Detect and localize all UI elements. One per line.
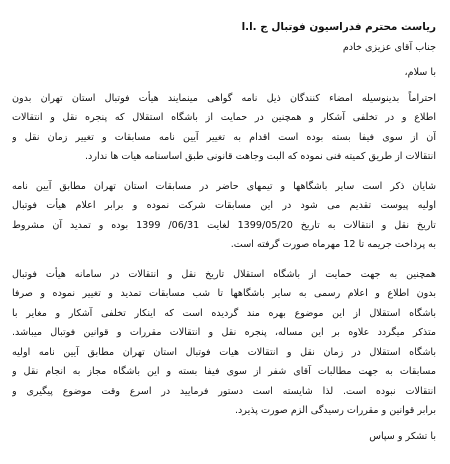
letter-salutation: با سلام، bbox=[404, 67, 436, 78]
letter-addressee: جناب آقای عزیزی خادم bbox=[342, 41, 436, 53]
letter-heading: ریاست محترم فدراسیون فوتبال ج .ا.ا bbox=[241, 21, 436, 33]
paragraph-line: اولیه پیوست تقدیم می شود در این مسابقات شرکت نموده و برابر اعلام هیأت فوتبال bbox=[12, 200, 436, 211]
paragraph-line: متذکر میگردد علاوه بر این مساله، پنجره نقل و انتقالات مقررات و قوانین فوتبال میباشد. bbox=[12, 327, 436, 338]
paragraph-line: باشگاه استقلال از این موضوع بهره مند گردیده است که اینکار تخلفی آشکار و مغایر با bbox=[12, 307, 436, 319]
paragraph-line: شایان ذکر است سایر باشگاهها و تیمهای حاضر در مسابقات استان تهران مطابق آیین نامه bbox=[12, 180, 436, 192]
paragraph-line: باشگاه استقلال در زمان نقل و انتقالات هیات فوتبال استان تهران مطابق آیین نامه اولیه bbox=[12, 346, 436, 358]
spacer bbox=[12, 167, 436, 177]
paragraph-1 bbox=[12, 89, 436, 167]
paragraph-2 bbox=[12, 177, 436, 255]
paragraph-3 bbox=[12, 265, 436, 421]
letter-body bbox=[12, 18, 436, 446]
paragraph-line: تاریخ نقل و انتقالات به تاریخ 1399/05/20 لغایت 06/31/ 1399 بوده و تمدید آن مشروط bbox=[12, 219, 436, 231]
paragraph-line: انتقالات نبوده است. لذا شایسته است دستور فرمایید در اسرع وقت موضوع پیگیری و bbox=[12, 385, 436, 397]
spacer bbox=[12, 255, 436, 265]
paragraph-line: برابر قوانین و مقررات رسیدگی الزم صورت پذیرد. bbox=[234, 405, 436, 416]
paragraph-line: انتقالات از طریق کمیته فنی نموده که البت وجاهت قانونی طبق اساسنامه هیات ها ندارد. bbox=[85, 151, 436, 162]
paragraph-line: احتراماً بدینوسیله امضاء کنندگان ذیل نامه گواهی مینمایند هیأت فوتبال استان تهران بدون bbox=[12, 92, 436, 104]
paragraph-line: بدون اطلاع و اعلام رسمی به سایر باشگاهها تا شب مسابقات تمدید و تغییر نموده و صرفا bbox=[12, 288, 436, 299]
letter-closing: با تشکر و سپاس bbox=[369, 430, 436, 442]
paragraph-line: همچنین به جهت حمایت از باشگاه استقلال تاریخ نقل و انتقالات در سامانه هیأت فوتبال bbox=[12, 268, 436, 280]
paragraph-line: مسابقات به جهت مطالبات آقای شفر از سوی فیفا بسته و این باشگاه مجاز به انجام نقل و bbox=[12, 366, 436, 377]
paragraph-line: اطلاع و در تخلفی آشکار و همچنین در حمایت از باشگاه استقلال که پنجره نقل و انتقالات bbox=[12, 112, 436, 123]
paragraph-line: آن از سوی فیفا بسته بوده است اقدام به تغییر آیین نامه مسابقات و تغییر زمان نقل و bbox=[12, 131, 436, 143]
paragraph-line: به پرداخت جریمه تا 12 مهرماه صورت گرفته است. bbox=[230, 239, 436, 250]
